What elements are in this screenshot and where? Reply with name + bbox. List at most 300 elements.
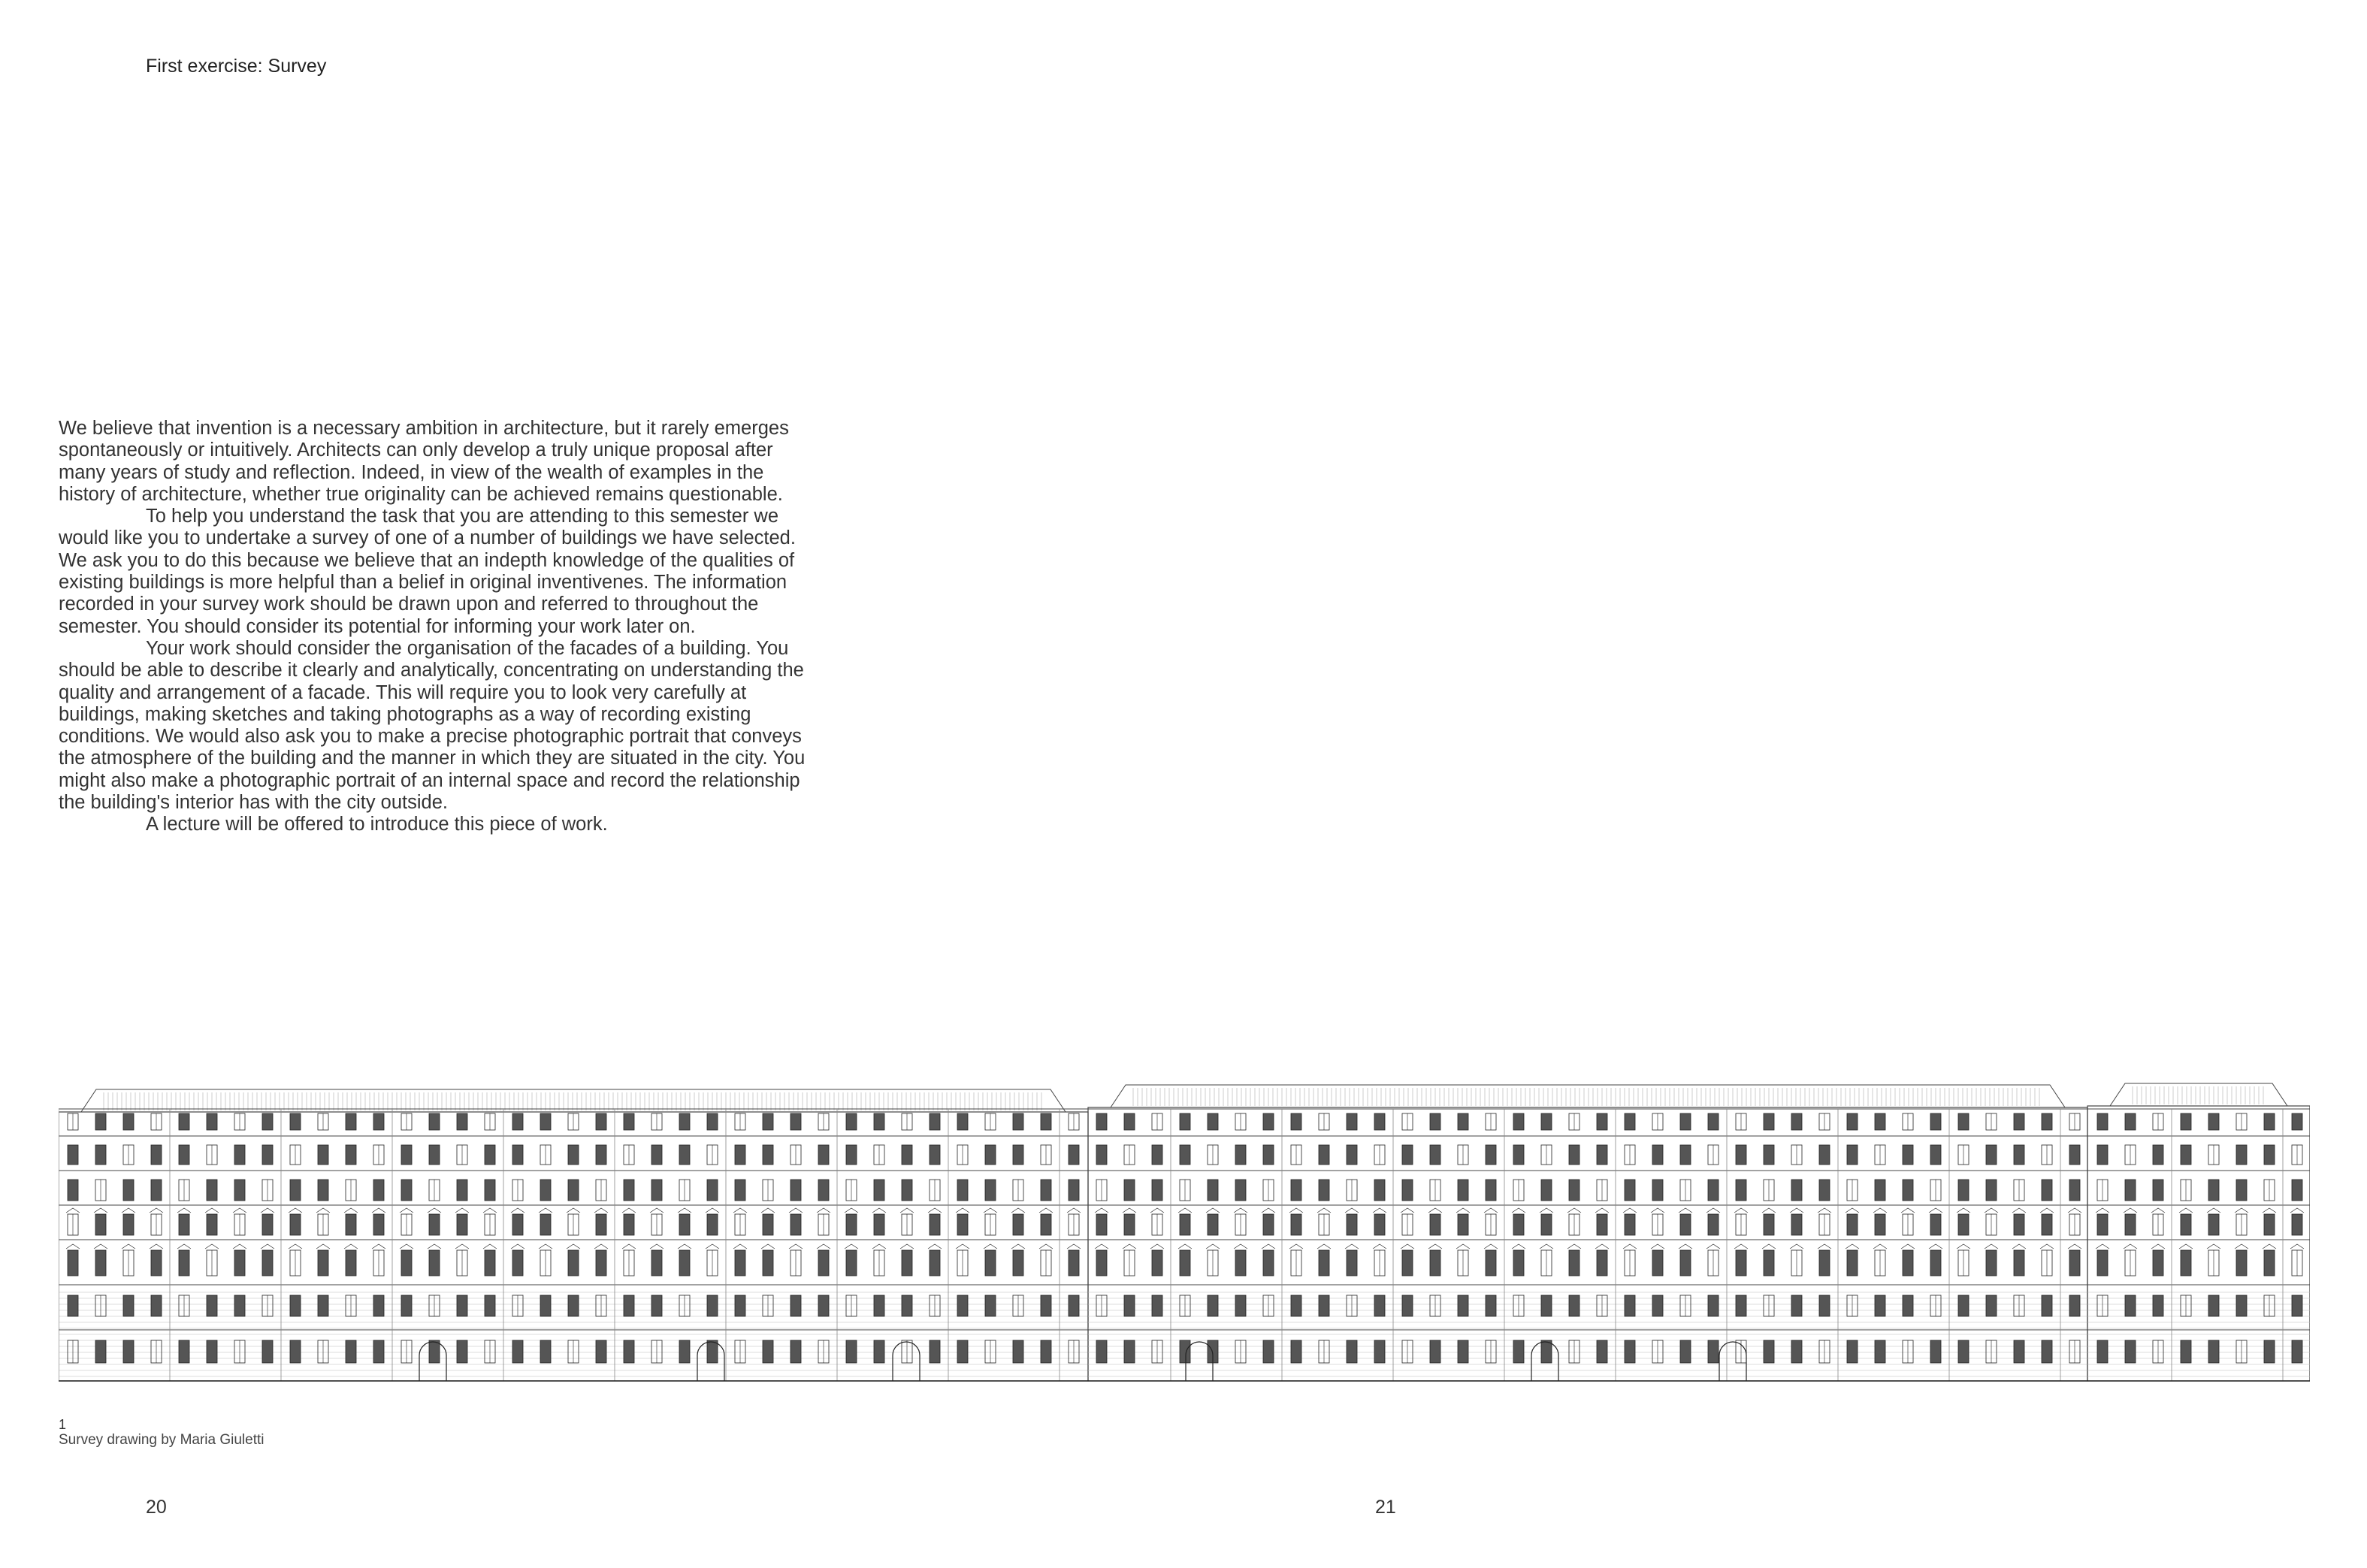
facade-window bbox=[457, 1214, 467, 1235]
facade-window bbox=[735, 1180, 745, 1201]
facade-window bbox=[1930, 1250, 1941, 1276]
facade-window bbox=[540, 1180, 551, 1201]
window-pediment bbox=[2290, 1244, 2304, 1249]
facade-window bbox=[234, 1250, 245, 1276]
window-pediment bbox=[289, 1244, 302, 1249]
window-pediment bbox=[2263, 1244, 2276, 1249]
facade-window bbox=[1847, 1214, 1858, 1235]
facade-window bbox=[1208, 1180, 1218, 1201]
facade-window bbox=[1680, 1340, 1691, 1363]
window-pediment bbox=[1790, 1208, 1803, 1213]
facade-window bbox=[2181, 1113, 2191, 1130]
facade-window bbox=[1513, 1214, 1524, 1235]
window-pediment bbox=[650, 1244, 664, 1249]
facade-window bbox=[179, 1250, 189, 1276]
facade-window bbox=[763, 1340, 773, 1363]
facade-window bbox=[1319, 1295, 1329, 1316]
facade-window bbox=[1958, 1340, 1969, 1363]
facade-window bbox=[1096, 1250, 1107, 1276]
facade-window bbox=[429, 1340, 440, 1363]
facade-window bbox=[68, 1145, 78, 1165]
facade-window bbox=[401, 1295, 412, 1316]
window-pediment bbox=[1957, 1208, 1970, 1213]
facade-window bbox=[373, 1214, 384, 1235]
window-pediment bbox=[2235, 1244, 2248, 1249]
facade-window bbox=[290, 1340, 301, 1363]
facade-window bbox=[1263, 1250, 1274, 1276]
facade-window bbox=[1263, 1145, 1274, 1165]
facade-window bbox=[624, 1295, 634, 1316]
facade-window bbox=[1430, 1113, 1440, 1130]
facade-window bbox=[846, 1113, 857, 1130]
window-pediment bbox=[2290, 1208, 2304, 1213]
window-pediment bbox=[761, 1244, 775, 1249]
facade-window bbox=[1486, 1180, 1496, 1201]
facade-window bbox=[1486, 1145, 1496, 1165]
window-pediment bbox=[511, 1208, 524, 1213]
facade-window bbox=[2097, 1214, 2108, 1235]
window-pediment bbox=[1150, 1244, 1164, 1249]
facade-window bbox=[679, 1250, 690, 1276]
facade-window bbox=[1680, 1250, 1691, 1276]
facade-window bbox=[1402, 1180, 1413, 1201]
facade-window bbox=[457, 1113, 467, 1130]
facade-window bbox=[763, 1145, 773, 1165]
window-pediment bbox=[316, 1244, 330, 1249]
window-pediment bbox=[1039, 1244, 1053, 1249]
facade-window bbox=[1875, 1214, 1885, 1235]
window-pediment bbox=[150, 1244, 163, 1249]
facade-window bbox=[1764, 1250, 1774, 1276]
facade-window bbox=[1541, 1180, 1552, 1201]
facade-window bbox=[1013, 1214, 1023, 1235]
facade-window bbox=[1597, 1214, 1607, 1235]
facade-window bbox=[985, 1180, 996, 1201]
window-pediment bbox=[706, 1244, 719, 1249]
facade-window bbox=[1180, 1113, 1190, 1130]
window-pediment bbox=[1095, 1244, 1108, 1249]
facade-window bbox=[1819, 1145, 1830, 1165]
facade-window bbox=[596, 1145, 606, 1165]
paragraph-3: Your work should consider the organisation of the facades of a building. You should be able to describe it clearly and analytically, concentrating on understanding the quality and arrangement of a facade. This will require you to look very carefully at buildings, making sketches and taking photographs as a way of recording existing conditions. We would also ask you to make a precise photographic portrait that conveys the atmosphere of the building and the manner in which they are situated in the city. You might also make a photographic portrait of an internal space and record the relationship the building's interior has with the city outside. bbox=[59, 637, 806, 814]
facade-window bbox=[1347, 1214, 1357, 1235]
facade-window bbox=[1069, 1145, 1079, 1165]
facade-window bbox=[540, 1214, 551, 1235]
facade-window bbox=[179, 1113, 189, 1130]
facade-window bbox=[2292, 1113, 2302, 1130]
arched-doorway bbox=[1719, 1342, 1746, 1381]
facade-window bbox=[1652, 1295, 1663, 1316]
facade-window bbox=[429, 1214, 440, 1235]
facade-window bbox=[1152, 1145, 1162, 1165]
facade-window bbox=[318, 1295, 328, 1316]
facade-window bbox=[1152, 1250, 1162, 1276]
window-pediment bbox=[2151, 1244, 2165, 1249]
facade-window bbox=[1124, 1295, 1135, 1316]
facade-window bbox=[1430, 1145, 1440, 1165]
window-pediment bbox=[539, 1208, 552, 1213]
window-pediment bbox=[2151, 1208, 2165, 1213]
facade-window bbox=[596, 1250, 606, 1276]
facade-window bbox=[1124, 1113, 1135, 1130]
facade-window bbox=[1347, 1145, 1357, 1165]
window-pediment bbox=[1317, 1208, 1331, 1213]
facade-window bbox=[2208, 1214, 2219, 1235]
facade-window bbox=[679, 1113, 690, 1130]
window-pediment bbox=[1234, 1208, 1247, 1213]
facade-window bbox=[596, 1340, 606, 1363]
facade-window bbox=[207, 1295, 217, 1316]
facade-window bbox=[512, 1145, 523, 1165]
facade-window bbox=[568, 1145, 579, 1165]
window-pediment bbox=[567, 1208, 580, 1213]
facade-window bbox=[1652, 1250, 1663, 1276]
facade-window bbox=[1208, 1295, 1218, 1316]
facade-window bbox=[1541, 1340, 1552, 1363]
facade-window bbox=[2181, 1214, 2191, 1235]
paragraph-2: To help you understand the task that you are attending to this semester we would like you to undertake a survey of one of a number of buildings we have selected. We ask you to do this because we believe that an indepth knowledge of the qualities of existing buildings is more helpful than a belief in original inventivenes. The information recorded in your survey work should be drawn upon and referred to throughout the semester. You should consider its potential for informing your work later on. bbox=[59, 506, 796, 637]
facade-window bbox=[485, 1145, 495, 1165]
window-pediment bbox=[817, 1208, 830, 1213]
window-pediment bbox=[2068, 1208, 2081, 1213]
facade-window bbox=[679, 1145, 690, 1165]
facade-window bbox=[1736, 1145, 1746, 1165]
facade-window bbox=[1791, 1214, 1802, 1235]
facade-window bbox=[2125, 1113, 2136, 1130]
facade-window bbox=[457, 1295, 467, 1316]
facade-window bbox=[95, 1340, 106, 1363]
facade-window bbox=[1263, 1113, 1274, 1130]
facade-window bbox=[2292, 1180, 2302, 1201]
facade-window bbox=[123, 1340, 134, 1363]
facade-window bbox=[1291, 1340, 1301, 1363]
window-pediment bbox=[900, 1208, 914, 1213]
page-number-left: 20 bbox=[146, 1497, 167, 1518]
window-pediment bbox=[1706, 1208, 1720, 1213]
window-pediment bbox=[761, 1208, 775, 1213]
facade-window bbox=[2153, 1145, 2163, 1165]
window-pediment bbox=[1706, 1244, 1720, 1249]
window-pediment bbox=[706, 1208, 719, 1213]
window-pediment bbox=[2124, 1208, 2137, 1213]
facade-window bbox=[234, 1180, 245, 1201]
facade-window bbox=[2014, 1214, 2024, 1235]
facade-window bbox=[1597, 1250, 1607, 1276]
facade-window bbox=[1736, 1295, 1746, 1316]
facade-window bbox=[763, 1214, 773, 1235]
window-pediment bbox=[567, 1244, 580, 1249]
window-pediment bbox=[428, 1244, 441, 1249]
window-pediment bbox=[1206, 1208, 1220, 1213]
facade-window bbox=[2042, 1180, 2052, 1201]
window-pediment bbox=[789, 1244, 803, 1249]
facade-window bbox=[902, 1295, 912, 1316]
facade-window bbox=[1736, 1250, 1746, 1276]
facade-window bbox=[2236, 1250, 2247, 1276]
facade-window bbox=[234, 1145, 245, 1165]
facade-window bbox=[930, 1145, 940, 1165]
window-pediment bbox=[1540, 1208, 1553, 1213]
facade-window bbox=[2153, 1250, 2163, 1276]
facade-window bbox=[2097, 1250, 2108, 1276]
window-pediment bbox=[1401, 1244, 1414, 1249]
window-pediment bbox=[1734, 1208, 1748, 1213]
facade-window bbox=[2264, 1145, 2275, 1165]
window-pediment bbox=[1957, 1244, 1970, 1249]
facade-window bbox=[1347, 1250, 1357, 1276]
window-pediment bbox=[1762, 1208, 1776, 1213]
facade-window bbox=[1041, 1113, 1051, 1130]
figure-number: 1 bbox=[59, 1417, 67, 1432]
facade-window bbox=[1708, 1295, 1719, 1316]
facade-window bbox=[735, 1250, 745, 1276]
facade-window bbox=[373, 1340, 384, 1363]
facade-window bbox=[1319, 1145, 1329, 1165]
facade-window bbox=[1791, 1340, 1802, 1363]
survey-drawing-figure bbox=[59, 1067, 2310, 1382]
window-pediment bbox=[150, 1208, 163, 1213]
facade-window bbox=[2069, 1250, 2080, 1276]
facade-window bbox=[930, 1250, 940, 1276]
facade-window bbox=[1430, 1214, 1440, 1235]
facade-window bbox=[2292, 1340, 2302, 1363]
facade-window bbox=[262, 1145, 273, 1165]
facade-window bbox=[207, 1180, 217, 1201]
facade-window bbox=[1791, 1180, 1802, 1201]
window-pediment bbox=[1846, 1244, 1859, 1249]
facade-window bbox=[1430, 1250, 1440, 1276]
facade-window bbox=[957, 1113, 968, 1130]
window-pediment bbox=[428, 1208, 441, 1213]
window-pediment bbox=[733, 1244, 747, 1249]
facade-window bbox=[596, 1113, 606, 1130]
facade-window bbox=[957, 1295, 968, 1316]
facade-window bbox=[1013, 1113, 1023, 1130]
window-pediment bbox=[984, 1244, 997, 1249]
window-pediment bbox=[1262, 1244, 1275, 1249]
window-pediment bbox=[1512, 1244, 1525, 1249]
facade-window bbox=[791, 1113, 801, 1130]
facade-window bbox=[1569, 1250, 1580, 1276]
facade-window bbox=[2125, 1340, 2136, 1363]
facade-window bbox=[1708, 1180, 1719, 1201]
facade-window bbox=[568, 1295, 579, 1316]
window-pediment bbox=[66, 1208, 80, 1213]
facade-window bbox=[2153, 1180, 2163, 1201]
window-pediment bbox=[1150, 1208, 1164, 1213]
facade-window bbox=[179, 1145, 189, 1165]
window-pediment bbox=[678, 1208, 691, 1213]
facade-window bbox=[624, 1180, 634, 1201]
window-pediment bbox=[2012, 1244, 2026, 1249]
facade-window bbox=[2097, 1113, 2108, 1130]
facade-window bbox=[874, 1340, 884, 1363]
window-pediment bbox=[2207, 1244, 2220, 1249]
facade-window bbox=[596, 1214, 606, 1235]
facade-window bbox=[290, 1295, 301, 1316]
window-pediment bbox=[1901, 1208, 1915, 1213]
facade-window bbox=[1708, 1340, 1719, 1363]
window-pediment bbox=[2207, 1208, 2220, 1213]
window-pediment bbox=[289, 1208, 302, 1213]
window-pediment bbox=[1401, 1208, 1414, 1213]
facade-window bbox=[1736, 1180, 1746, 1201]
facade-window bbox=[540, 1340, 551, 1363]
facade-window bbox=[624, 1113, 634, 1130]
facade-elevation-drawing bbox=[59, 1067, 2310, 1382]
facade-window bbox=[2042, 1295, 2052, 1316]
facade-window bbox=[540, 1295, 551, 1316]
facade-window bbox=[1180, 1214, 1190, 1235]
window-pediment bbox=[1540, 1244, 1553, 1249]
window-pediment bbox=[678, 1244, 691, 1249]
facade-window bbox=[930, 1340, 940, 1363]
facade-window bbox=[1958, 1214, 1969, 1235]
facade-window bbox=[735, 1295, 745, 1316]
facade-window bbox=[262, 1113, 273, 1130]
facade-window bbox=[123, 1214, 134, 1235]
facade-window bbox=[1986, 1250, 1997, 1276]
window-pediment bbox=[1067, 1208, 1081, 1213]
window-pediment bbox=[1428, 1244, 1442, 1249]
window-pediment bbox=[1123, 1244, 1136, 1249]
facade-window bbox=[2042, 1340, 2052, 1363]
facade-window bbox=[1152, 1180, 1162, 1201]
window-pediment bbox=[594, 1244, 608, 1249]
window-pediment bbox=[2096, 1208, 2109, 1213]
facade-window bbox=[930, 1113, 940, 1130]
facade-window bbox=[1597, 1145, 1607, 1165]
facade-window bbox=[791, 1340, 801, 1363]
facade-window bbox=[2292, 1214, 2302, 1235]
facade-window bbox=[429, 1250, 440, 1276]
window-pediment bbox=[594, 1208, 608, 1213]
window-pediment bbox=[2179, 1244, 2193, 1249]
window-pediment bbox=[344, 1208, 358, 1213]
facade-window bbox=[2208, 1113, 2219, 1130]
window-pediment bbox=[1373, 1244, 1386, 1249]
facade-window bbox=[902, 1145, 912, 1165]
facade-window bbox=[568, 1180, 579, 1201]
facade-window bbox=[1263, 1340, 1274, 1363]
facade-window bbox=[1625, 1340, 1635, 1363]
facade-window bbox=[151, 1180, 162, 1201]
facade-window bbox=[1625, 1180, 1635, 1201]
facade-window bbox=[1263, 1214, 1274, 1235]
facade-window bbox=[2264, 1250, 2275, 1276]
facade-window bbox=[1847, 1145, 1858, 1165]
facade-window bbox=[2125, 1180, 2136, 1201]
facade-window bbox=[1041, 1180, 1051, 1201]
window-pediment bbox=[1818, 1208, 1831, 1213]
window-pediment bbox=[400, 1208, 413, 1213]
window-pediment bbox=[900, 1244, 914, 1249]
facade-window bbox=[1652, 1145, 1663, 1165]
window-pediment bbox=[233, 1244, 246, 1249]
facade-window bbox=[1764, 1340, 1774, 1363]
window-pediment bbox=[622, 1208, 636, 1213]
facade-window bbox=[1069, 1295, 1079, 1316]
facade-window bbox=[234, 1295, 245, 1316]
window-pediment bbox=[1985, 1244, 1998, 1249]
window-pediment bbox=[2263, 1208, 2276, 1213]
window-pediment bbox=[483, 1208, 497, 1213]
window-pediment bbox=[1039, 1208, 1053, 1213]
facade-window bbox=[1875, 1113, 1885, 1130]
facade-window bbox=[1986, 1145, 1997, 1165]
facade-window bbox=[1513, 1145, 1524, 1165]
facade-block-outline bbox=[2087, 1106, 2310, 1381]
facade-window bbox=[1819, 1180, 1830, 1201]
window-pediment bbox=[122, 1244, 135, 1249]
facade-window bbox=[707, 1113, 718, 1130]
window-pediment bbox=[1373, 1208, 1386, 1213]
facade-window bbox=[1903, 1145, 1913, 1165]
facade-window bbox=[95, 1250, 106, 1276]
window-pediment bbox=[1929, 1208, 1942, 1213]
window-pediment bbox=[261, 1244, 274, 1249]
facade-window bbox=[318, 1180, 328, 1201]
window-pediment bbox=[2179, 1208, 2193, 1213]
facade-window bbox=[2208, 1180, 2219, 1201]
facade-window bbox=[1208, 1113, 1218, 1130]
facade-window bbox=[1486, 1250, 1496, 1276]
facade-window bbox=[68, 1295, 78, 1316]
facade-window bbox=[1124, 1214, 1135, 1235]
facade-window bbox=[123, 1295, 134, 1316]
facade-window bbox=[818, 1145, 829, 1165]
facade-window bbox=[2069, 1180, 2080, 1201]
facade-window bbox=[874, 1214, 884, 1235]
facade-window bbox=[1930, 1340, 1941, 1363]
window-pediment bbox=[94, 1244, 107, 1249]
facade-window bbox=[485, 1180, 495, 1201]
window-pediment bbox=[205, 1244, 219, 1249]
window-pediment bbox=[2040, 1208, 2054, 1213]
facade-window bbox=[846, 1340, 857, 1363]
facade-window bbox=[1430, 1340, 1440, 1363]
facade-window bbox=[179, 1214, 189, 1235]
facade-window bbox=[1597, 1113, 1607, 1130]
facade-window bbox=[1569, 1145, 1580, 1165]
window-pediment bbox=[1178, 1208, 1192, 1213]
facade-window bbox=[1819, 1295, 1830, 1316]
facade-window bbox=[1708, 1214, 1719, 1235]
facade-window bbox=[1513, 1113, 1524, 1130]
window-pediment bbox=[122, 1208, 135, 1213]
facade-window bbox=[1458, 1180, 1468, 1201]
window-pediment bbox=[2124, 1244, 2137, 1249]
facade-window bbox=[1958, 1180, 1969, 1201]
facade-window bbox=[1013, 1340, 1023, 1363]
facade-window bbox=[2264, 1113, 2275, 1130]
facade-window bbox=[957, 1214, 968, 1235]
facade-window bbox=[2236, 1295, 2247, 1316]
facade-window bbox=[68, 1250, 78, 1276]
facade-window bbox=[1625, 1214, 1635, 1235]
window-pediment bbox=[1873, 1208, 1887, 1213]
facade-window bbox=[346, 1340, 356, 1363]
facade-window bbox=[290, 1113, 301, 1130]
facade-window bbox=[957, 1340, 968, 1363]
facade-window bbox=[1764, 1145, 1774, 1165]
facade-window bbox=[123, 1180, 134, 1201]
facade-window bbox=[401, 1145, 412, 1165]
facade-window bbox=[373, 1113, 384, 1130]
body-text bbox=[59, 418, 810, 836]
facade-window bbox=[1958, 1113, 1969, 1130]
facade-window bbox=[318, 1145, 328, 1165]
